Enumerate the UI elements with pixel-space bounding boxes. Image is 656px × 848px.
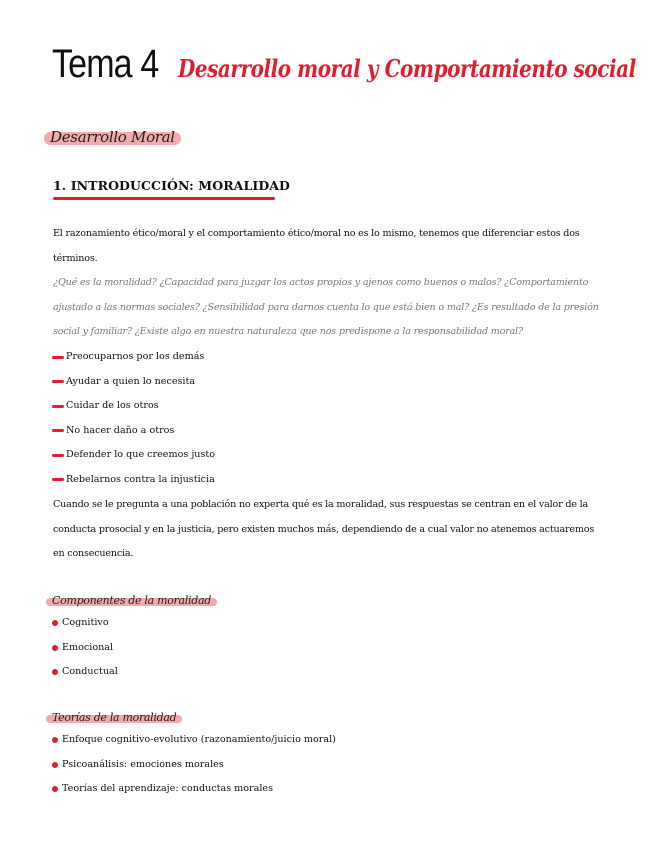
dash-bullet-icon (52, 429, 64, 432)
dot-bullet-icon (52, 737, 58, 743)
list-item: Rebelarnos contra la injusticia (52, 468, 215, 493)
components-list (52, 611, 118, 685)
tema-label-wrap (52, 42, 177, 87)
dot-bullet-icon (52, 786, 58, 792)
moral-behaviours-list (52, 345, 215, 492)
dot-bullet-icon (52, 762, 58, 768)
list-item: No hacer daño a otros (52, 419, 215, 444)
conclusion-paragraph: Cuando se le pregunta a una población no experta qué es la moralidad, sus respuestas se centran en el valor de la conducta prosocial y en la justicia, pero existen muchos más, dependiendo de a cual valor no atenemos actuaremos en consecuencia. (53, 499, 595, 559)
intro-paragraph: El razonamiento ético/moral y el comportamiento ético/moral no es lo mismo, tenemos que diferenciar estos dos términos. (53, 228, 580, 264)
list-item: Ayudar a quien lo necesita (52, 370, 215, 395)
dot-bullet-icon (52, 620, 58, 626)
tema-number: Tema 4 (52, 42, 159, 86)
list-item: Cuidar de los otros (52, 394, 215, 419)
list-item: Psicoanálisis: emociones morales (52, 753, 336, 778)
dash-bullet-icon (52, 478, 64, 481)
list-item: Cognitivo (52, 611, 118, 636)
heading-desarrollo-moral: Desarrollo Moral (50, 128, 175, 146)
dash-bullet-icon (52, 405, 64, 408)
heading-componentes: Componentes de la moralidad (52, 594, 211, 607)
list-item: Enfoque cognitivo-evolutivo (razonamiento/juicio moral) (52, 728, 336, 753)
section-title: 1. INTRODUCCIÓN: MORALIDAD (53, 178, 290, 193)
dash-bullet-icon (52, 454, 64, 457)
dot-bullet-icon (52, 645, 58, 651)
list-item: Preocuparnos por los demás (52, 345, 215, 370)
dot-bullet-icon (52, 669, 58, 675)
dash-bullet-icon (52, 356, 64, 359)
questions-paragraph: ¿Qué es la moralidad? ¿Capacidad para juzgar los actos propios y ajenos como buenos o malos? ¿Comportamiento ajustado a las normas sociales? ¿Sensibilidad para darnos cuenta lo que está bien o mal? ¿Es resultado de la presión social y familiar? ¿Existe algo en nuestra naturaleza que nos predispone a la responsabilidad moral? (53, 277, 599, 337)
list-item: Defender lo que creemos justo (52, 443, 215, 468)
section-underline (53, 197, 275, 200)
dash-bullet-icon (52, 380, 64, 383)
list-item: Teorías del aprendizaje: conductas morales (52, 777, 336, 802)
list-item: Conductual (52, 660, 118, 685)
heading-teorias: Teorías de la moralidad (52, 711, 177, 724)
page-title: Desarrollo moral y Comportamiento social (178, 54, 636, 83)
theories-list (52, 728, 336, 802)
list-item: Emocional (52, 636, 118, 661)
